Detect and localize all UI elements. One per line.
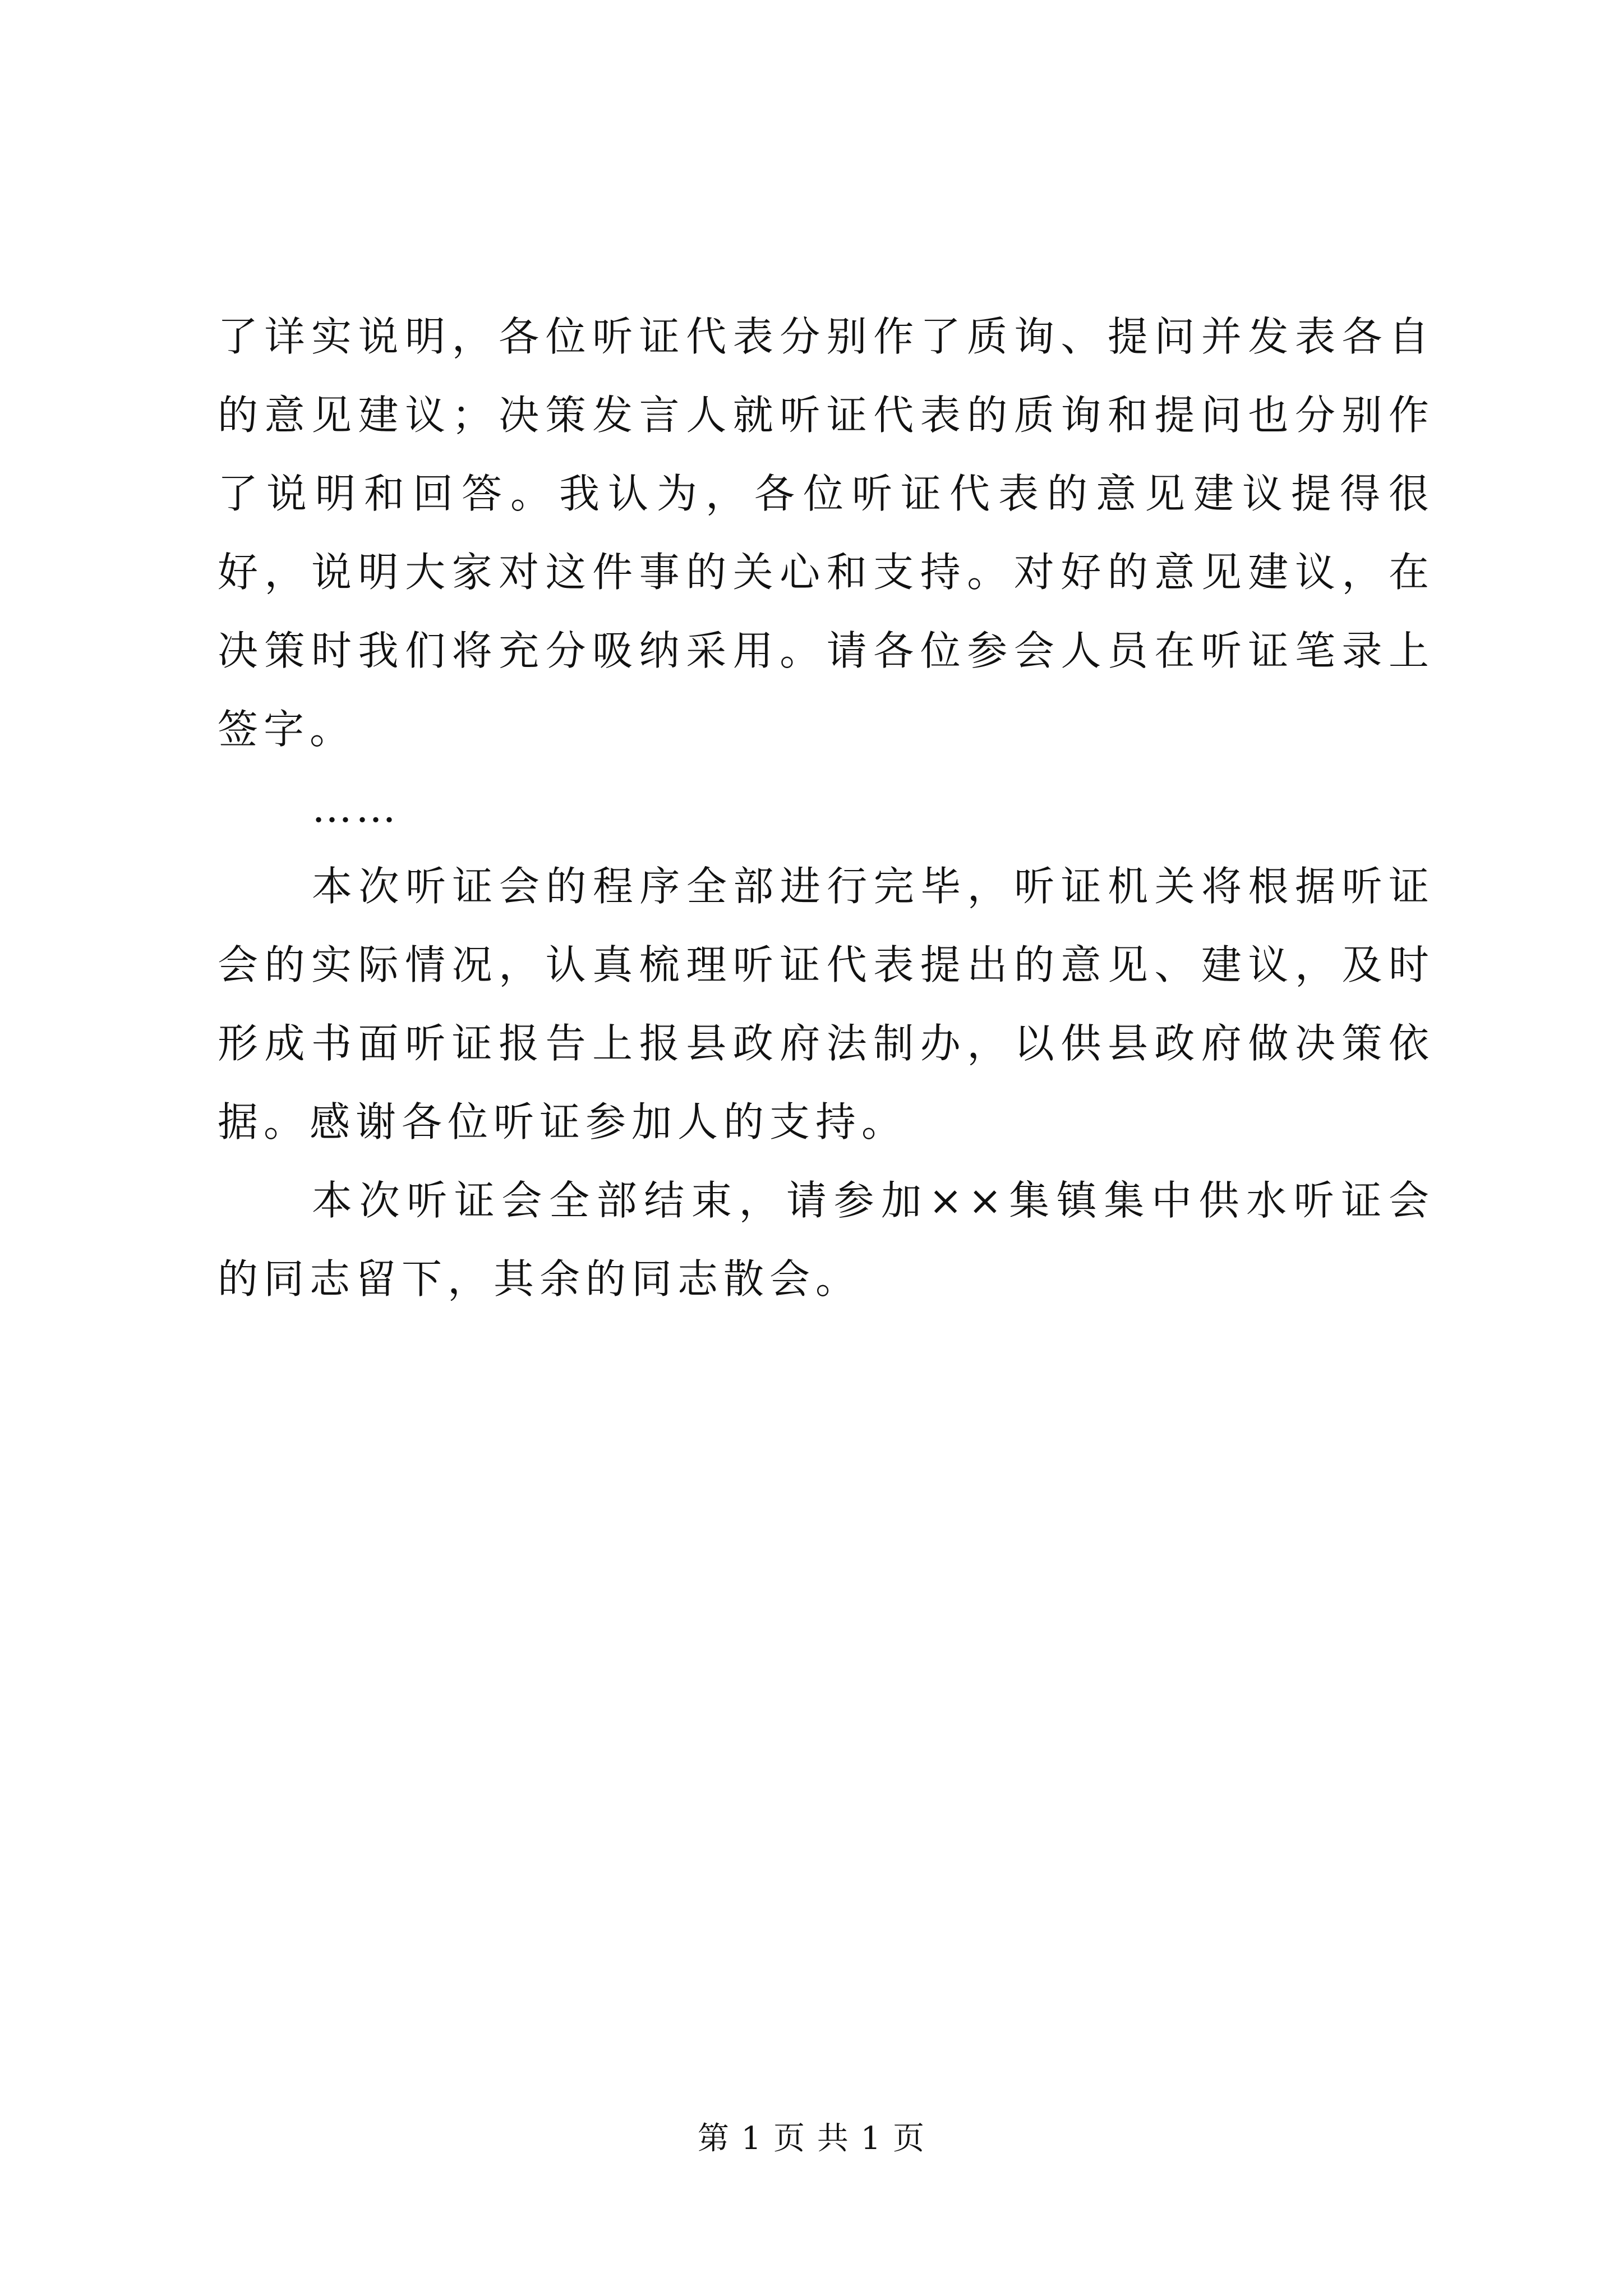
paragraph-procedure-complete: 本次听证会的程序全部进行完毕，听证机关将根据听证会的实际情况，认真梳理听证代表提出的意见、建议，及时形成书面听证报告上报县政府法制办，以供县政府做决策依据。感谢各位听证参加人的支持。 — [218, 863, 1435, 1145]
paragraph-continuation: 了详实说明，各位听证代表分别作了质询、提问并发表各自的意见建议；决策发言人就听证代表的质询和提问也分别作了说明和回答。我认为，各位听证代表的意见建议提得很好，说明大家对这件事的关心和支持。对好的意见建议，在决策时我们将充分吸纳采用。请各位参会人员在听证笔录上签字。 — [218, 313, 1435, 753]
paragraph-hearing-closed: 本次听证会全部结束，请参加××集镇集中供水听证会的同志留下，其余的同志散会。 — [218, 1177, 1435, 1303]
ellipsis-line: …… — [312, 784, 399, 831]
document-body — [218, 297, 1435, 1318]
page-number-footer: 第 1 页 共 1 页 — [697, 2120, 926, 2157]
